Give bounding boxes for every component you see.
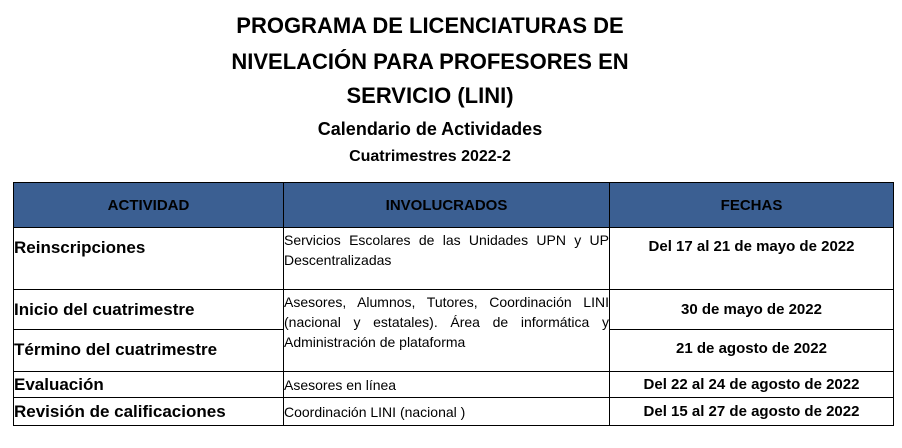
row-fechas: 21 de agosto de 2022 [610, 330, 894, 372]
row-involucrados: Coordinación LINI (nacional ) [284, 398, 610, 426]
row-involucrados: Servicios Escolares de las Unidades UPN y UP Descentralizadas [284, 228, 610, 290]
row-actividad: Reinscripciones [14, 228, 284, 290]
title-line-2: NIVELACIÓN PARA PROFESORES EN [231, 49, 629, 74]
row-fechas: Del 22 al 24 de agosto de 2022 [610, 372, 894, 398]
row-fechas: 30 de mayo de 2022 [610, 290, 894, 330]
row-actividad: Revisión de calificaciones [14, 398, 284, 426]
table-row [14, 228, 894, 290]
table-row [14, 290, 894, 330]
row-involucrados: Asesores en línea [284, 372, 610, 398]
table-row [14, 398, 894, 426]
header-involucrados: INVOLUCRADOS [284, 183, 610, 228]
table-row [14, 372, 894, 398]
row-fechas: Del 15 al 27 de agosto de 2022 [610, 398, 894, 426]
row-actividad: Inicio del cuatrimestre [14, 290, 284, 330]
row-involucrados: Asesores, Alumnos, Tutores, Coordinación LINI (nacional y estatales). Área de informática y Administración de plataforma [284, 290, 610, 372]
row-fechas: Del 17 al 21 de mayo de 2022 [610, 228, 894, 290]
period: Cuatrimestres 2022-2 [349, 148, 511, 165]
header-actividad: ACTIVIDAD [14, 183, 284, 228]
header-fechas: FECHAS [610, 183, 894, 228]
subtitle: Calendario de Actividades [317, 119, 543, 139]
activities-table [13, 182, 894, 426]
title-line-3: SERVICIO (LINI) [346, 83, 514, 108]
title-line-1: PROGRAMA DE LICENCIATURAS DE [236, 13, 624, 38]
row-actividad: Término del cuatrimestre [14, 330, 284, 372]
row-actividad: Evaluación [14, 372, 284, 398]
table-header-row [14, 183, 894, 228]
